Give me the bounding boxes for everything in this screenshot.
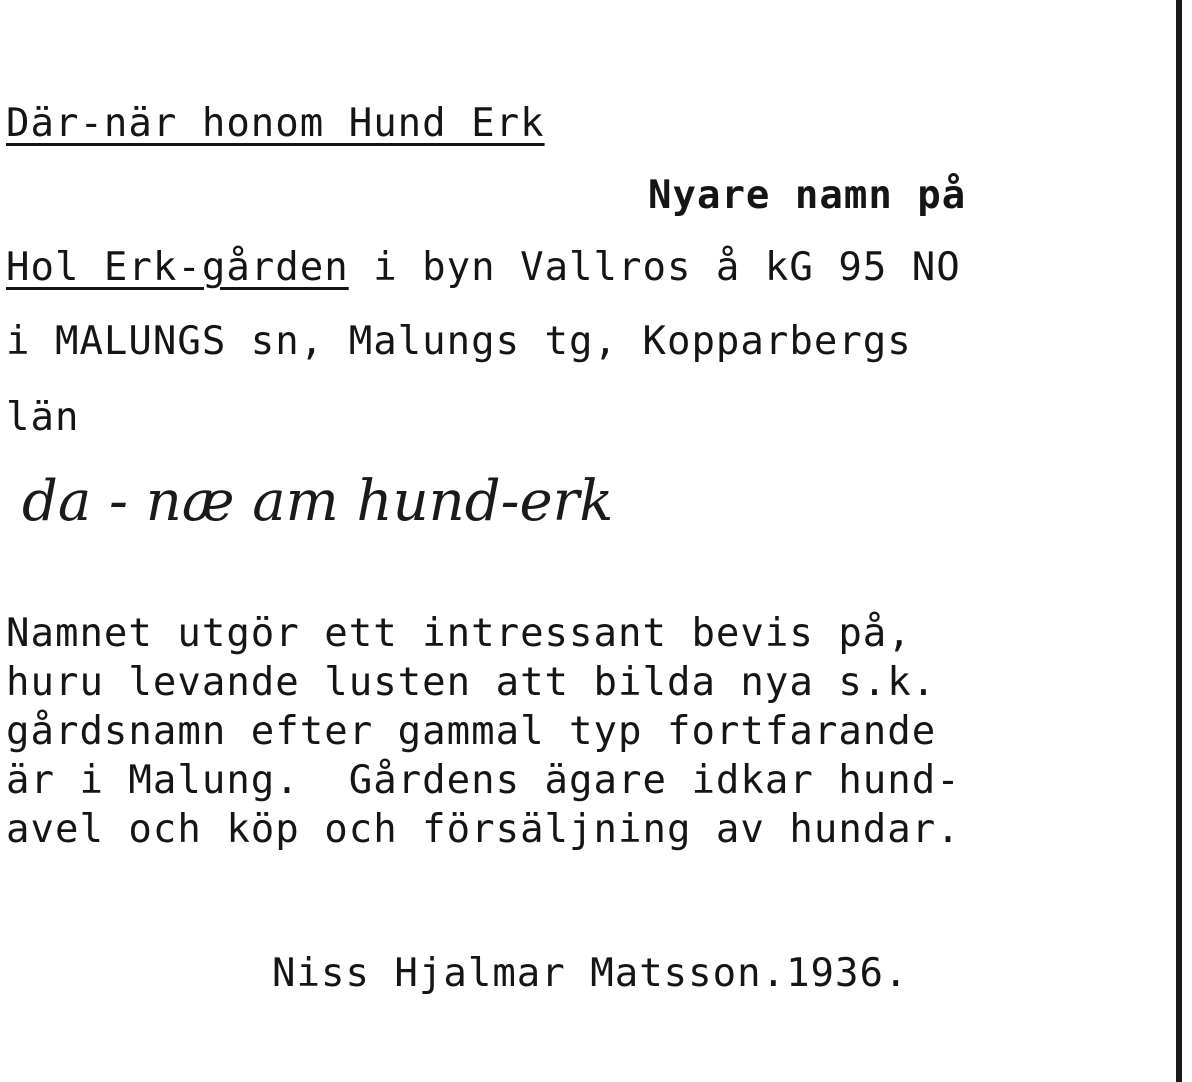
paragraph-line: avel och köp och försäljning av hundar.: [6, 807, 961, 852]
location-line-2: i MALUNGS sn, Malungs tg, Kopparbergs: [6, 319, 912, 364]
paragraph-line: huru levande lusten att bilda nya s.k.: [6, 660, 937, 705]
location-line-3: län: [6, 395, 80, 440]
card-edge-border: [1176, 0, 1182, 1082]
card-subheading: Nyare namn på: [648, 173, 967, 218]
paragraph-line: gårdsnamn efter gammal typ fortfarande: [6, 709, 937, 754]
paragraph-line: Namnet utgör ett intressant bevis på,: [6, 611, 912, 656]
location-line-1-rest: i byn Vallros å kG 95 NO: [348, 245, 961, 290]
paragraph-line: är i Malung. Gårdens ägare idkar hund-: [6, 758, 961, 803]
card-heading: Där-när honom Hund Erk: [6, 101, 545, 146]
handwritten-phonetic-transcription: da - næ am hund-erk: [22, 469, 614, 534]
signature-line: Niss Hjalmar Matsson.1936.: [272, 951, 909, 996]
farm-name: Hol Erk-gården: [6, 245, 349, 290]
location-line-1: [6, 244, 961, 292]
